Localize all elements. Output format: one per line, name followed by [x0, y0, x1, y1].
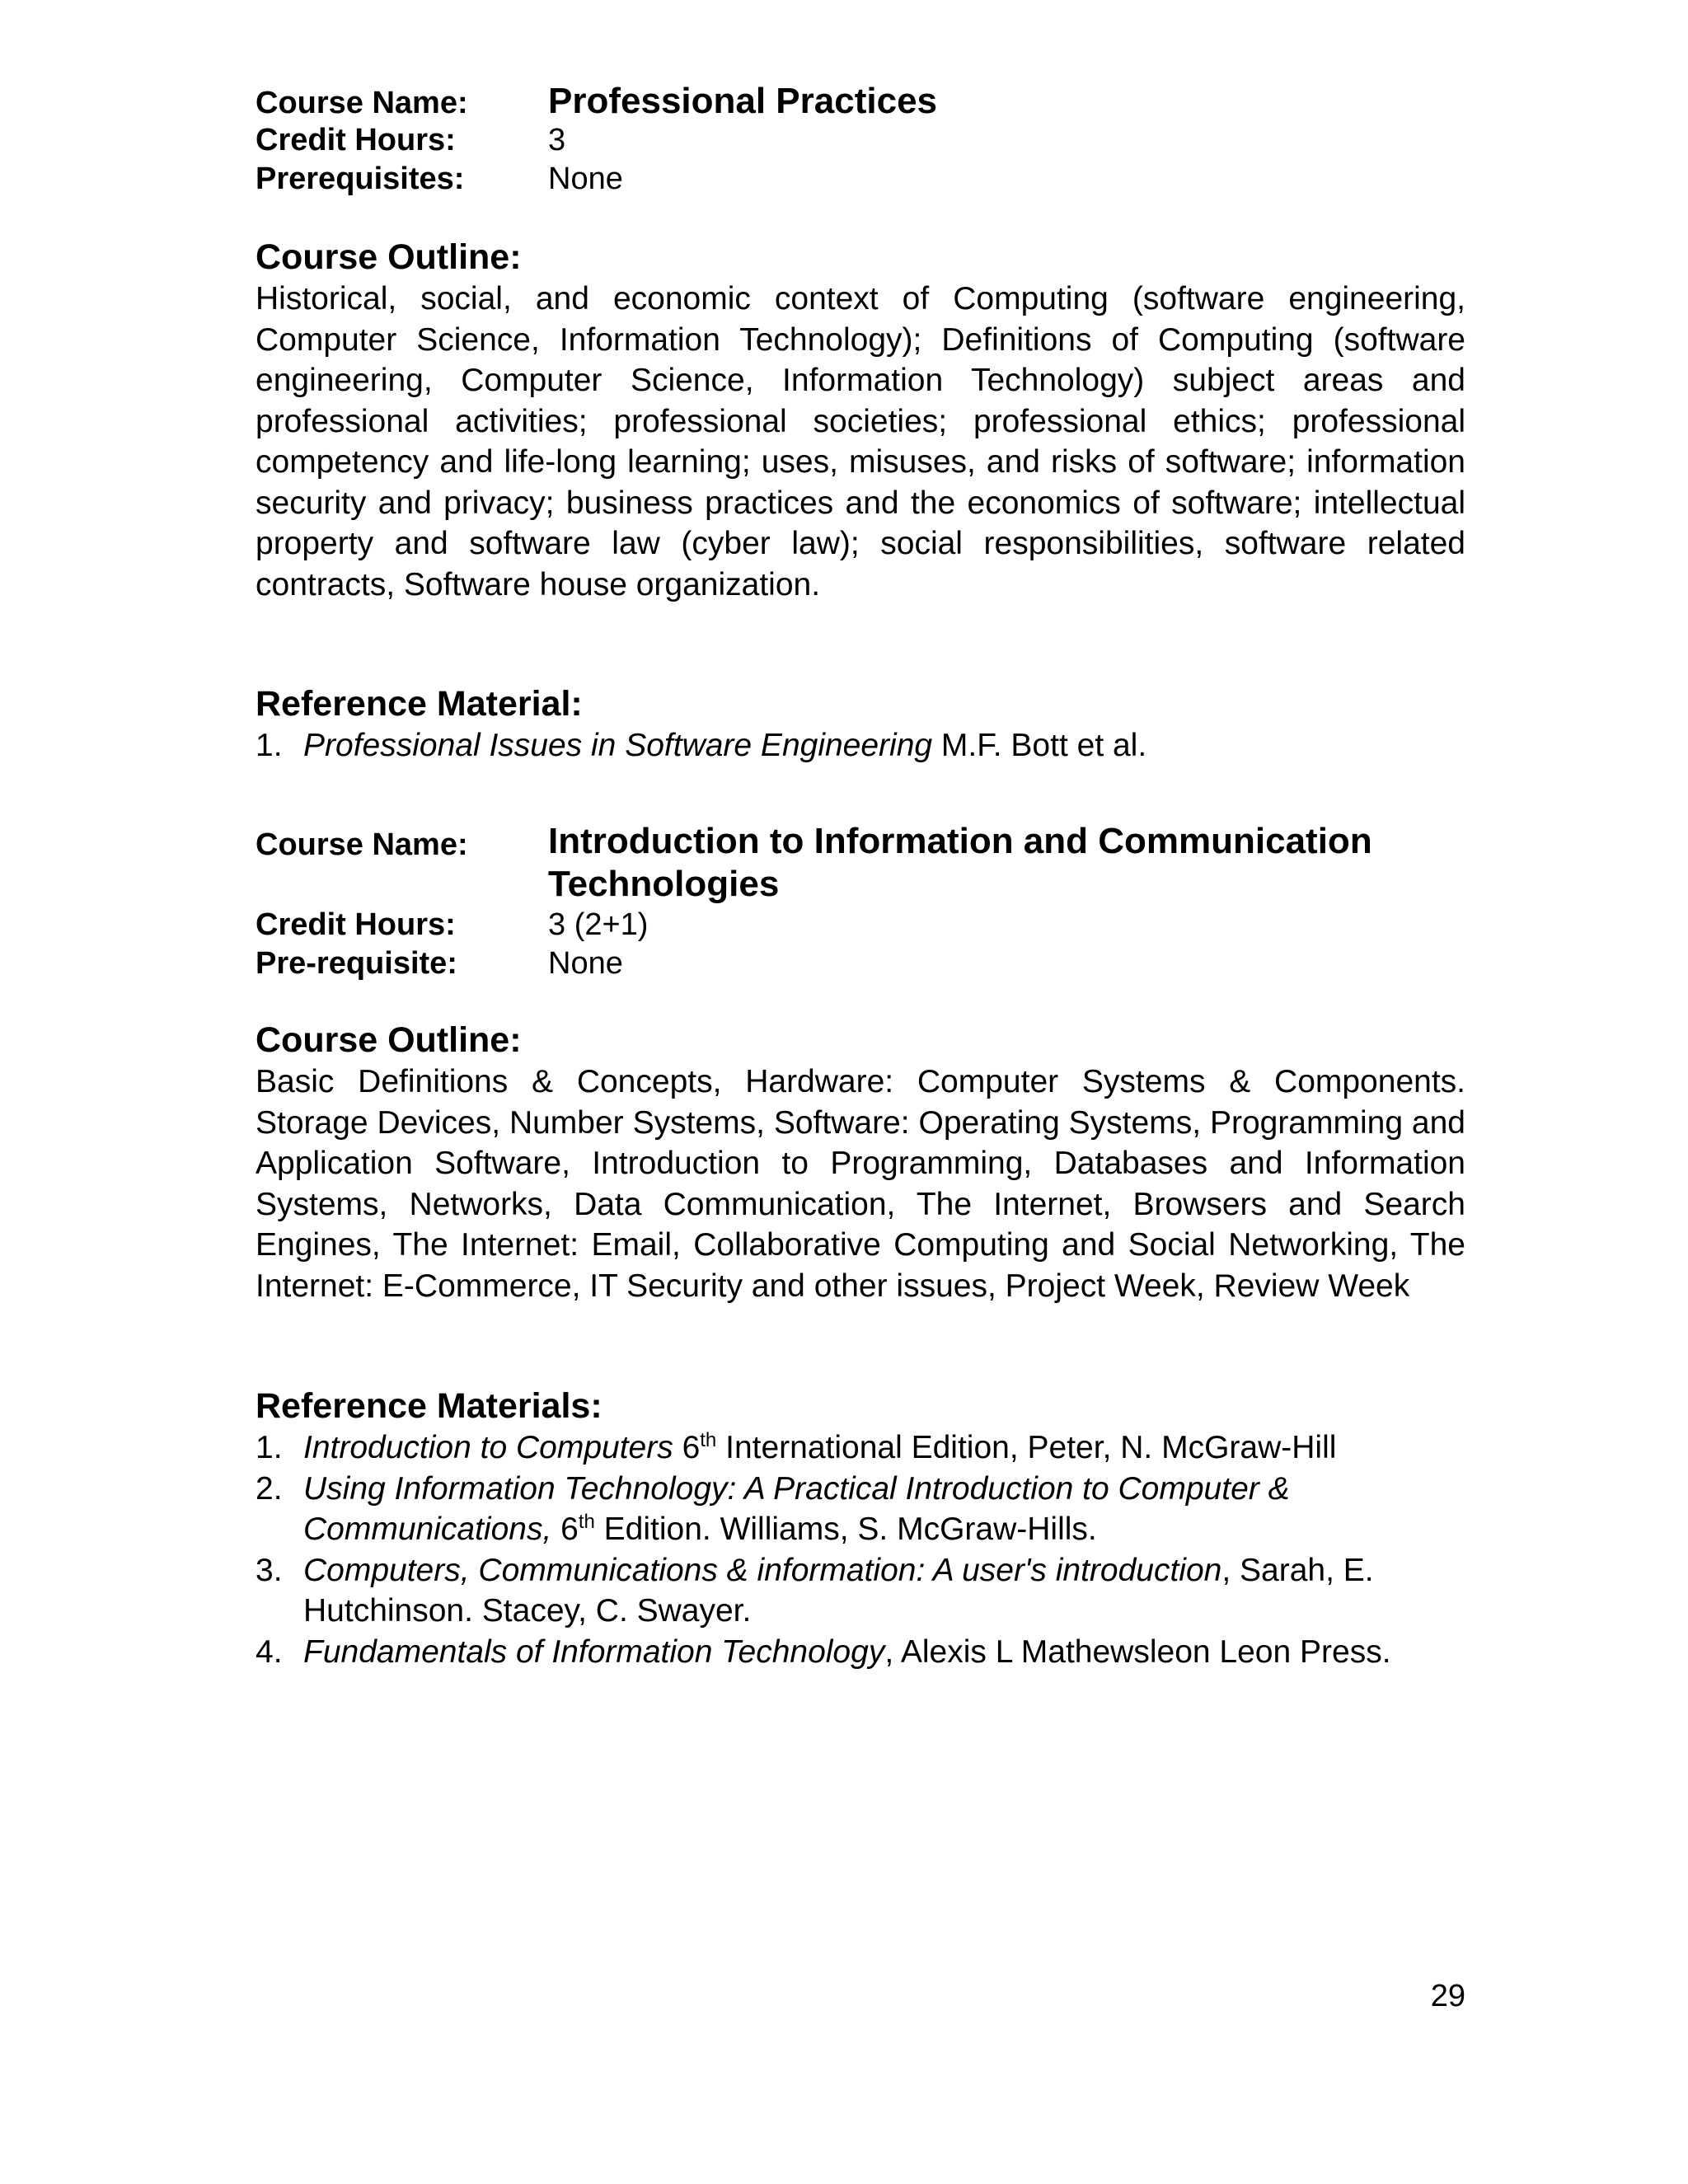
- course-name-label: Course Name:: [256, 827, 468, 862]
- course-outline-heading: Course Outline:: [256, 237, 522, 277]
- reference-list: [256, 1427, 1475, 1672]
- reference-item: 3. Computers, Communications & information: A user's introduction, Sarah, E. Hutchinson. Stacey, C. Swayer.: [256, 1552, 1374, 1629]
- prerequisite-label: Pre-requisite:: [256, 946, 457, 981]
- credit-hours-label: Credit Hours:: [256, 123, 456, 157]
- reference-item: 4. Fundamentals of Information Technology, Alexis L Mathewsleon Leon Press.: [256, 1633, 1391, 1670]
- reference-heading: Reference Materials:: [256, 1386, 603, 1426]
- prerequisites-label: Prerequisites:: [256, 162, 465, 196]
- prerequisite-value: None: [548, 946, 623, 981]
- course-name-line1: Introduction to Information and Communication: [548, 821, 1372, 861]
- course-name-label: Course Name:: [256, 86, 468, 120]
- prerequisites-value: None: [548, 162, 623, 196]
- credit-hours-value: 3 (2+1): [548, 907, 649, 942]
- page-number: 29: [1430, 1979, 1465, 2013]
- reference-item: 2. Using Information Technology: A Practical Introduction to Computer & Communications, 6th Edition. Williams, S. McGraw-Hills.: [256, 1470, 1290, 1547]
- course-outline-text: Historical, social, and economic context of Computing (software engineering, Computer Science, Information Technology); Definitions of Computing (software engineering, Computer Science, Information Technology) subject areas and professional activities; professional societies; professional ethics; professional competency and life-long learning; uses, misuses, and risks of software; information security and privacy; business practices and the economics of software; intellectual property and software law (cyber law); social responsibilities, software related contracts, Software house organization.: [256, 281, 1465, 602]
- reference-item: 1. Introduction to Computers 6th International Edition, Peter, N. McGraw-Hill: [256, 1429, 1337, 1465]
- reference-heading: Reference Material:: [256, 684, 583, 724]
- course-outline-heading: Course Outline:: [256, 1020, 522, 1060]
- course-outline-text: Basic Definitions & Concepts, Hardware: Computer Systems & Components. Storage Devices, Number Systems, Software: Operating Systems, Programming and Application Software, Introduction to Programming, Databases and Information Systems, Networks, Data Communication, The Internet, Browsers and Search Engines, The Internet: Email, Collaborative Computing and Social Networking, The Internet: E-Commerce, IT Security and other issues, Project Week, Review Week: [256, 1064, 1465, 1304]
- reference-list: [256, 725, 1492, 766]
- reference-item: 1. Professional Issues in Software Engineering M.F. Bott et al.: [256, 728, 1147, 763]
- credit-hours-value: 3: [548, 123, 566, 157]
- course-name-line2: Technologies: [548, 864, 780, 904]
- course-name: Professional Practices: [548, 81, 938, 121]
- credit-hours-label: Credit Hours:: [256, 907, 456, 942]
